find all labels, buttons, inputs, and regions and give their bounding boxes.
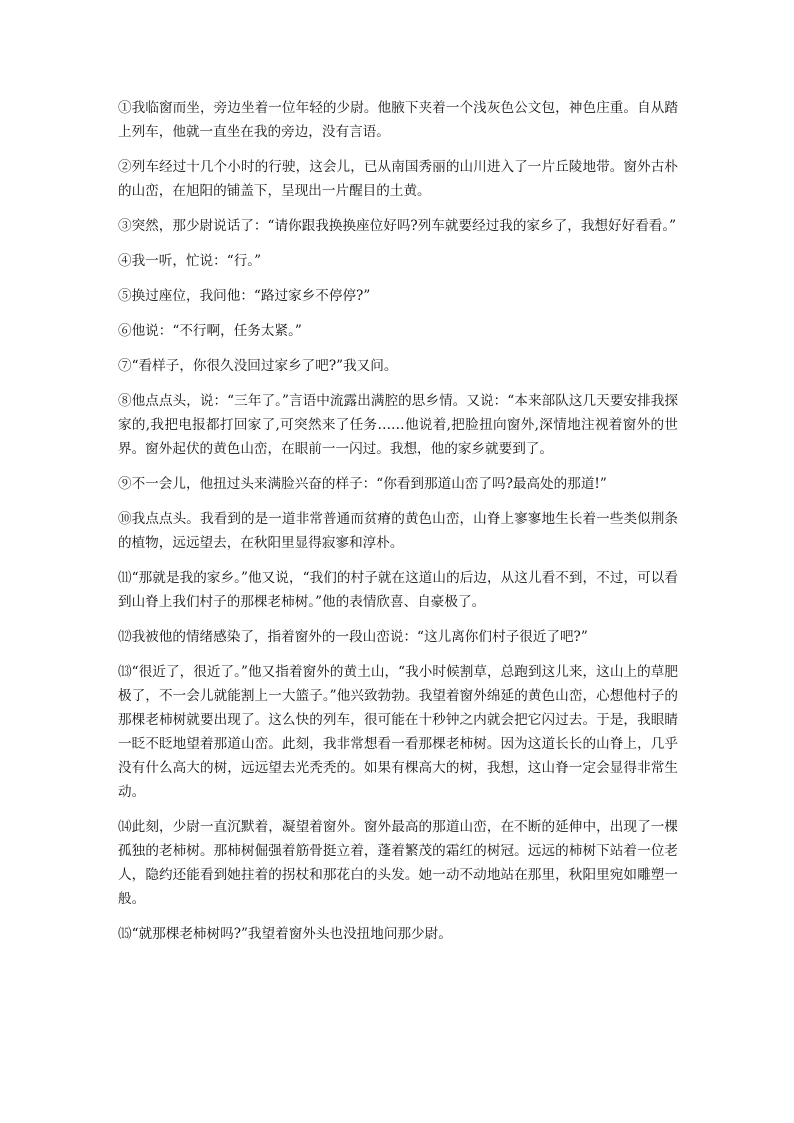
paragraph-13: ⒀“很近了，很近了。”他又指着窗外的黄土山，“我小时候割草，总跑到这儿来，这山上的草肥极了，不一会儿就能割上一大篮子。”他兴致勃勃。我望着窗外绵延的黄色山峦，心想他村子的那棵老柿树就要出现了。这么快的列车，很可能在十秒钟之内就会把它闪过去。于是，我眼睛一眨不眨地望着那道山峦。此刻，我非常想看一看那棵老柿树。因为这道长长的山脊上，几乎没有什么高大的树，远远望去光秃秃的。如果有棵高大的树，我想，这山脊一定会显得非常生动。 (118, 664, 678, 800)
paragraph-15: ⒂“就那棵老柿树吗?”我望着窗外头也没扭地问那少尉。 (118, 926, 452, 942)
paragraph-1: ①我临窗而坐，旁边坐着一位年轻的少尉。他腋下夹着一个浅灰色公文包，神色庄重。自从踏上列车，他就一直坐在我的旁边，没有言语。 (118, 100, 678, 140)
paragraph-9: ⑨不一会儿，他扭过头来满脸兴奋的样子：“你看到那道山峦了吗?最高处的那道!” (118, 476, 607, 492)
article-body (118, 96, 678, 957)
paragraph-12: ⑿我被他的情绪感染了，指着窗外的一段山峦说：“这儿离你们村子很近了吧?” (118, 629, 588, 645)
paragraph-8: ⑧他点点头，说：“三年了。”言语中流露出满腔的思乡情。又说：“本来部队这几天要安排我探家的,我把电报都打回家了,可突然来了任务……他说着,把脸扭向窗外,深情地注视着窗外的世界。窗外起伏的黄色山峦，在眼前一一闪过。我想，他的家乡就要到了。 (118, 393, 678, 457)
paragraph-6: ⑥他说：“不行啊，任务太紧。” (118, 323, 302, 339)
paragraph-2: ②列车经过十几个小时的行驶，这会儿，已从南国秀丽的山川进入了一片丘陵地带。窗外古朴的山峦，在旭阳的铺盖下，呈现出一片醒目的土黄。 (118, 159, 678, 199)
paragraph-10: ⑩我点点头。我看到的是一道非常普通而贫瘠的黄色山峦，山脊上寥寥地生长着一些类似荆条的植物，远远望去，在秋阳里显得寂寥和淳朴。 (118, 511, 678, 551)
paragraph-11: ⑾“那就是我的家乡。”他又说，“我们的村子就在这道山的后边，从这儿看不到，不过，可以看到山脊上我们村子的那棵老柿树。”他的表情欣喜、自豪极了。 (118, 570, 678, 610)
paragraph-7: ⑦“看样子，你很久没回过家乡了吧?”我又问。 (118, 358, 398, 374)
paragraph-3: ③突然，那少尉说话了：“请你跟我换换座位好吗?列车就要经过我的家乡了，我想好好看看。” (118, 218, 677, 234)
paragraph-4: ④我一听，忙说：“行。” (118, 253, 262, 269)
paragraph-5: ⑤换过座位，我问他：“路过家乡不停停?” (118, 288, 371, 304)
paragraph-14: ⒁此刻，少尉一直沉默着，凝望着窗外。窗外最高的那道山峦，在不断的延伸中，出现了一棵孤独的老柿树。那柿树倔强着筋骨挺立着，蓬着繁茂的霜红的树冠。远远的柿树下站着一位老人，隐约还能看到她拄着的拐杖和那花白的头发。她一动不动地站在那里，秋阳里宛如雕塑一般。 (118, 819, 678, 907)
